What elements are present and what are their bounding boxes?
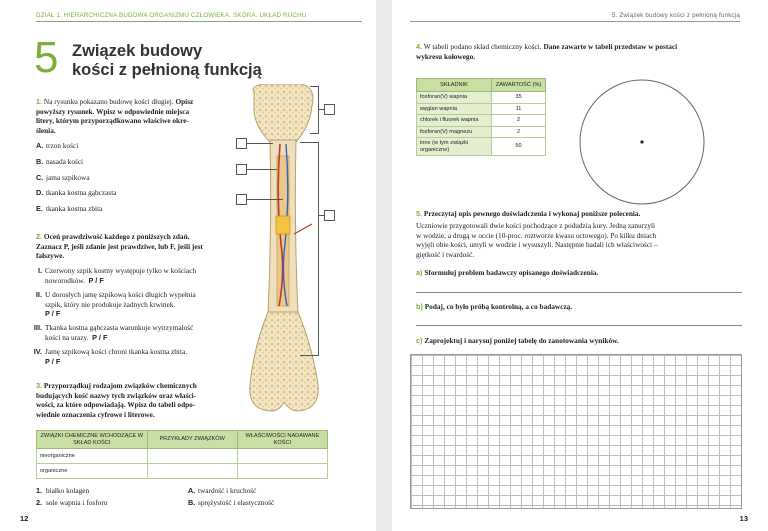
- right-header: 5. Związek budowy kości z pełnioną funkcją: [611, 12, 740, 19]
- pf-choice[interactable]: P / F: [45, 356, 61, 366]
- q3-compound-2: 2. sole wapnia i fosforu: [36, 498, 108, 507]
- q5c-prompt: c) Zaprojektuj i narysuj poniżej tabelę do zanotowania wyników.: [416, 336, 619, 345]
- q1-option-e: E. tkanka kostna zbita: [36, 204, 103, 213]
- q3-prompt: 3. Przyporządkuj rodzajom związków chemicznych budujących kość nazwy tych związków oraz właści- wości, za które odpowiadają. Wpisz do tabeli odpo- wiednie oznaczenia cyfrowe i literowe.: [36, 381, 197, 419]
- leader-line: [310, 86, 319, 87]
- label-box-2[interactable]: [236, 164, 247, 175]
- q1-prompt: 1. Na rysunku pokazano budowę kości długiej. Opisz powyższy rysunek. Wpisz w odpowiednie miejsca litery, którym przyporządkowano właściwe okre- ślenia.: [36, 97, 194, 135]
- q1-option-c: C. jama szpikowa: [36, 173, 90, 182]
- col-header-properties: WŁAŚCIWOŚCI NADAWANE KOŚCI: [237, 431, 327, 449]
- table-row: organiczne: [37, 464, 328, 479]
- col-header-examples: PRZYKŁADY ZWIĄZKÓW: [147, 431, 237, 449]
- table-row: węglan wapnia 11: [417, 103, 546, 115]
- leader-line: [318, 109, 324, 110]
- answer-line[interactable]: [416, 325, 742, 326]
- header-divider: [36, 21, 362, 22]
- q5-description: Uczniowie przygotowali dwie kości pochodzące z podudzia kury. Jedną zanurzyli w wodzie, a drugą w occie (10-proc. roztworze kwasu octowego). Po kilku dniach wyjęli obie kości, umyli w wodzie i wysuszyli. Następnie badali ich właściwości – giętkość i twardość.: [416, 221, 658, 259]
- q5-prompt: 5. Przeczytaj opis pewnego doświadczenia i wykonaj poniższe polecenia.: [416, 209, 641, 218]
- table-row: inne (w tym związki organiczne) 50: [417, 138, 546, 156]
- label-box-3[interactable]: [236, 194, 247, 205]
- page-number: 13: [739, 514, 748, 523]
- q3-property-b: B. sprężystość i elastyczność: [188, 498, 275, 507]
- col-header-compounds: ZWIĄZKI CHEMICZNE WCHODZĄCE W SKŁAD KOŚCI: [37, 431, 148, 449]
- answer-cell[interactable]: [237, 464, 327, 479]
- label-box-1[interactable]: [236, 138, 247, 149]
- q3-property-a: A. twardość i kruchość: [188, 486, 257, 495]
- results-grid[interactable]: [410, 354, 742, 509]
- col-header-content: ZAWARTOŚĆ (%): [492, 79, 546, 92]
- page-title: Związek budowy kości z pełnioną funkcją: [72, 42, 262, 79]
- q2-statement-4: IV. Jamę szpikową kości chroni tkanka kostna zbita. P / F: [33, 347, 188, 366]
- bone-composition-table: [416, 78, 546, 156]
- leader-line: [247, 143, 273, 144]
- leader-line: [247, 169, 277, 170]
- leader-line: [318, 215, 324, 216]
- right-page: [392, 0, 768, 531]
- left-header: DZIAŁ 1. HIERARCHICZNA BUDOWA ORGANIZMU CZŁOWIEKA. SKÓRA. UKŁAD RUCHU: [36, 12, 307, 19]
- leader-line: [247, 199, 283, 200]
- q1-option-d: D. tkanka kostna gąbczasta: [36, 188, 117, 197]
- table-row: fosforan(V) wapnia 35: [417, 92, 546, 104]
- answer-cell[interactable]: [147, 464, 237, 479]
- table-row: fosforan(V) magnezu 2: [417, 126, 546, 138]
- bracket-line: [318, 86, 319, 134]
- table-row: nieorganiczne: [37, 449, 328, 464]
- q1-option-a: A. trzon kości: [36, 141, 79, 150]
- q1-option-b: B. nasada kości: [36, 157, 84, 166]
- col-header-component: SKŁADNIK: [417, 79, 492, 92]
- chapter-number: 5: [34, 33, 59, 82]
- bracket-line: [318, 142, 319, 356]
- pf-choice[interactable]: P / F: [92, 332, 108, 342]
- pie-chart-circle[interactable]: [578, 78, 706, 206]
- answer-cell[interactable]: [147, 449, 237, 464]
- q5a-prompt: a) Sformułuj problem badawczy opisanego doświadczenia.: [416, 268, 599, 277]
- q3-compound-1: 1. białko kolagen: [36, 486, 90, 495]
- q5b-prompt: b) Podaj, co było próbą kontrolną, a co badawczą.: [416, 302, 573, 311]
- leader-line: [300, 355, 319, 356]
- leader-line: [310, 133, 319, 134]
- header-divider: [410, 21, 740, 22]
- compounds-table: [36, 430, 328, 479]
- q2-statement-1: I. Czerwony szpik kostny występuje tylko w kościach noworodków. P / F: [37, 266, 197, 285]
- answer-cell[interactable]: [237, 449, 327, 464]
- leader-line: [300, 142, 319, 143]
- left-page: [0, 0, 376, 531]
- pf-choice[interactable]: P / F: [45, 309, 61, 319]
- label-box-5[interactable]: [324, 210, 335, 221]
- page-number: 12: [20, 514, 29, 523]
- long-bone-illustration: [240, 84, 320, 414]
- label-box-4[interactable]: [324, 104, 335, 115]
- q4-prompt: 4. W tabeli podano skład chemiczny kości. Dane zawarte w tabeli przedstaw w postaci wykresu kołowego.: [416, 42, 678, 61]
- table-row: chlorek i fluorek wapnia 2: [417, 115, 546, 127]
- pf-choice[interactable]: P / F: [88, 275, 104, 285]
- answer-line[interactable]: [416, 292, 742, 293]
- q2-statement-3: III. Tkanka kostna gąbczasta warunkuje wytrzymałość kości na urazy. P / F: [33, 323, 194, 342]
- q2-prompt: 2. Oceń prawdziwość każdego z poniższych zdań. Zaznacz P, jeśli zdanie jest prawdziwe, lub F, jeśli jest fałszywe.: [36, 232, 203, 261]
- q2-statement-2: II. U dorosłych jamę szpikową kości długich wypełnia szpik, który nie produkuje żadnych krwinek. P / F: [35, 290, 196, 319]
